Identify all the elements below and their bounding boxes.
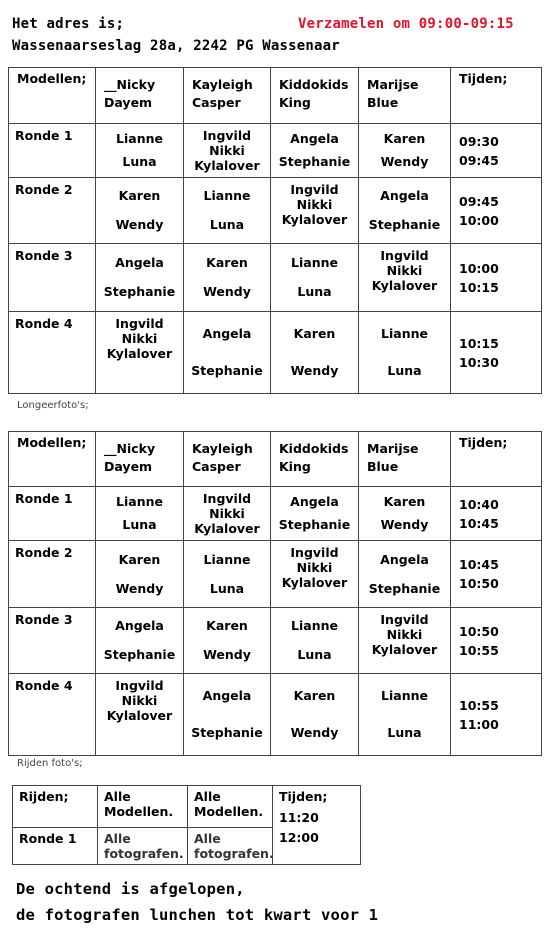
model-name: Nikki: [121, 331, 158, 346]
model-name: Angela: [290, 494, 339, 510]
row-label: Ronde 4: [15, 678, 73, 693]
ride-header-models-1: Alle Modellen.: [98, 786, 188, 828]
model-cell: [96, 178, 184, 244]
col-header: [184, 432, 271, 487]
model-name: Lianne: [203, 551, 251, 567]
model-name: Stephanie: [191, 724, 263, 740]
table-row: [9, 178, 542, 244]
time-value: 09:30: [459, 133, 499, 149]
model-cell: [96, 487, 184, 541]
ride-header-times: Tijden;: [279, 789, 328, 804]
model-cell: [359, 487, 451, 541]
model-cell: [359, 608, 451, 674]
ride-header-models-2: Alle Modellen.: [188, 786, 273, 828]
model-cell: [184, 541, 271, 608]
time-value: 10:50: [459, 623, 499, 639]
model-name: Nikki: [296, 560, 333, 575]
col-header-label: Kiddokids King: [279, 77, 349, 110]
model-cell: [271, 541, 359, 608]
table-row: [9, 541, 542, 608]
model-cell: [359, 244, 451, 312]
time-value: 10:40: [459, 496, 499, 512]
model-name: Stephanie: [368, 216, 441, 232]
model-cell: [96, 608, 184, 674]
time-value: 10:45: [459, 557, 499, 572]
model-cell: [184, 244, 271, 312]
time-value: 09:45: [459, 152, 499, 168]
model-name: Stephanie: [103, 646, 176, 662]
times-cell: [451, 674, 542, 756]
model-name: Kylalover: [194, 158, 260, 173]
model-cell: [184, 608, 271, 674]
model-name: Angela: [202, 326, 252, 342]
model-name: Stephanie: [278, 516, 351, 532]
model-name: Luna: [209, 216, 245, 232]
model-name: Angela: [380, 188, 429, 204]
col-header-label: Kiddokids King: [279, 441, 349, 474]
model-name: Ingvild: [202, 128, 252, 143]
model-name: Luna: [297, 284, 332, 300]
model-name: Luna: [122, 153, 157, 169]
gather-time: Verzamelen om 09:00-09:15: [298, 16, 514, 32]
model-name: Stephanie: [368, 580, 441, 596]
table-row: [9, 124, 542, 178]
row-label: Ronde 1: [15, 491, 73, 506]
col-header: [96, 68, 184, 124]
model-name: Wendy: [380, 153, 429, 169]
model-cell: [96, 244, 184, 312]
model-name: Nikki: [209, 143, 245, 158]
footer-line-2: de fotografen lunchen tot kwart voor 1: [16, 906, 379, 924]
times-cell: [451, 541, 542, 608]
model-name: Ingvild: [202, 491, 252, 506]
model-cell: [271, 124, 359, 178]
model-name: Luna: [297, 646, 332, 662]
model-name: Angela: [290, 131, 339, 147]
model-name: Wendy: [203, 646, 251, 662]
col-header-label: Tijden;: [459, 435, 508, 450]
model-cell: [184, 178, 271, 244]
row-label: Ronde 4: [15, 316, 73, 331]
col-header: [184, 68, 271, 124]
col-header-label: __Nicky Dayem: [104, 77, 156, 110]
model-name: Wendy: [290, 362, 339, 378]
model-cell: [271, 178, 359, 244]
model-name: Nikki: [121, 693, 158, 708]
row-label-cell: [9, 244, 96, 312]
model-name: Nikki: [386, 627, 423, 642]
row-label-cell: [9, 487, 96, 541]
model-name: Karen: [293, 688, 336, 704]
model-cell: [184, 124, 271, 178]
col-header: [359, 68, 451, 124]
model-name: Kylalover: [106, 708, 173, 723]
col-header: [451, 432, 542, 487]
model-name: Nikki: [296, 197, 333, 212]
model-name: Wendy: [380, 516, 429, 532]
model-name: Luna: [209, 580, 245, 596]
ride-header-rijden: Rijden;: [13, 786, 98, 828]
model-cell: [96, 674, 184, 756]
ride-row-label: Ronde 1: [13, 828, 98, 865]
schedule-table-longeer: [8, 67, 542, 394]
time-value: 10:45: [459, 515, 499, 531]
address-label: Het adres is;: [12, 16, 125, 32]
row-label-cell: [9, 312, 96, 394]
model-name: Lianne: [203, 188, 251, 204]
col-header: [359, 432, 451, 487]
row-label-cell: [9, 178, 96, 244]
ride-time-end: 12:00: [279, 830, 319, 845]
model-name: Luna: [387, 724, 422, 740]
time-value: 10:15: [459, 279, 499, 295]
model-cell: [184, 312, 271, 394]
model-cell: [271, 674, 359, 756]
model-name: Stephanie: [191, 362, 263, 378]
model-name: Lianne: [116, 494, 163, 510]
table-row: [9, 312, 542, 394]
model-name: Luna: [387, 362, 422, 378]
model-cell: [271, 487, 359, 541]
table-row: [9, 244, 542, 312]
row-label: Ronde 3: [15, 248, 73, 263]
model-name: Ingvild: [380, 612, 429, 627]
model-name: Kylalover: [281, 212, 348, 227]
model-name: Ingvild: [290, 545, 339, 560]
model-name: Wendy: [290, 724, 339, 740]
model-name: Kylalover: [281, 575, 348, 590]
model-cell: [96, 124, 184, 178]
time-value: 10:30: [459, 354, 499, 370]
row-label-cell: [9, 674, 96, 756]
col-header: [9, 432, 96, 487]
model-cell: [359, 178, 451, 244]
address-text: Wassenaarseslag 28a, 2242 PG Wassenaar: [12, 38, 340, 54]
row-label: Ronde 2: [15, 182, 73, 197]
model-cell: [271, 312, 359, 394]
col-header-label: Marijse Blue: [367, 77, 419, 110]
ride-cell-photographers-1: Alle fotografen.: [98, 828, 188, 865]
footer-line-1: De ochtend is afgelopen,: [16, 880, 245, 898]
model-cell: [271, 244, 359, 312]
col-header-label: Tijden;: [459, 71, 508, 86]
model-name: Karen: [118, 188, 161, 204]
model-name: Wendy: [115, 580, 164, 596]
model-cell: [359, 674, 451, 756]
model-name: Angela: [202, 688, 252, 704]
model-cell: [184, 487, 271, 541]
model-cell: [271, 608, 359, 674]
time-value: 09:45: [459, 193, 499, 209]
caption-longeer: Longeerfoto's;: [17, 400, 89, 411]
model-name: Karen: [293, 326, 336, 342]
model-cell: [184, 674, 271, 756]
model-name: Kylalover: [106, 346, 173, 361]
model-name: Wendy: [203, 284, 251, 300]
model-cell: [359, 124, 451, 178]
col-header: [271, 68, 359, 124]
row-label: Ronde 2: [15, 545, 73, 560]
ride-time-start: 11:20: [279, 810, 319, 825]
col-header-label: Modellen;: [17, 435, 87, 450]
col-header-label: Marijse Blue: [367, 441, 419, 474]
times-cell: [451, 124, 542, 178]
model-name: Angela: [115, 254, 164, 270]
times-cell: [451, 487, 542, 541]
model-name: Kylalover: [371, 278, 438, 293]
time-value: 10:55: [459, 697, 499, 713]
time-value: 10:15: [459, 335, 499, 351]
ride-times-cell: [273, 786, 361, 865]
col-header: [451, 68, 542, 124]
time-value: 10:00: [459, 212, 499, 228]
model-name: Karen: [118, 551, 161, 567]
model-cell: [359, 541, 451, 608]
model-name: Wendy: [115, 216, 164, 232]
time-value: 10:50: [459, 576, 499, 591]
col-header: [9, 68, 96, 124]
model-name: Angela: [115, 618, 164, 634]
model-name: Ingvild: [115, 678, 164, 693]
col-header-label: Kayleigh Casper: [192, 77, 253, 110]
row-label-cell: [9, 541, 96, 608]
ride-cell-photographers-2: Alle fotografen.: [188, 828, 273, 865]
model-name: Angela: [380, 551, 429, 567]
model-name: Karen: [206, 254, 248, 270]
model-cell: [96, 312, 184, 394]
model-name: Kylalover: [371, 642, 438, 657]
table-row: [9, 674, 542, 756]
time-value: 10:00: [459, 260, 499, 276]
model-name: Kylalover: [194, 521, 260, 536]
times-cell: [451, 244, 542, 312]
model-name: Lianne: [381, 688, 428, 704]
model-cell: [359, 312, 451, 394]
table-row: [9, 487, 542, 541]
model-name: Ingvild: [290, 182, 339, 197]
model-name: Nikki: [386, 263, 423, 278]
time-value: 11:00: [459, 716, 499, 732]
row-label: Ronde 3: [15, 612, 73, 627]
model-name: Ingvild: [380, 248, 429, 263]
model-name: Stephanie: [278, 153, 351, 169]
model-name: Ingvild: [115, 316, 164, 331]
model-name: Lianne: [291, 254, 338, 270]
times-cell: [451, 178, 542, 244]
col-header-label: Modellen;: [17, 71, 87, 86]
model-name: Lianne: [381, 326, 428, 342]
col-header: [96, 432, 184, 487]
ride-table: [12, 785, 361, 865]
model-name: Karen: [206, 618, 248, 634]
model-cell: [96, 541, 184, 608]
model-name: Stephanie: [103, 284, 176, 300]
model-name: Karen: [383, 131, 426, 147]
col-header: [271, 432, 359, 487]
model-name: Lianne: [291, 618, 338, 634]
col-header-label: __Nicky Dayem: [104, 441, 156, 474]
times-cell: [451, 608, 542, 674]
model-name: Lianne: [116, 131, 163, 147]
table-row: [9, 608, 542, 674]
row-label: Ronde 1: [15, 128, 73, 143]
model-name: Nikki: [209, 506, 245, 521]
caption-rijden: Rijden foto's;: [17, 758, 83, 769]
time-value: 10:55: [459, 642, 499, 658]
model-name: Karen: [383, 494, 426, 510]
schedule-table-rijden: [8, 431, 542, 756]
row-label-cell: [9, 124, 96, 178]
model-name: Luna: [122, 516, 157, 532]
row-label-cell: [9, 608, 96, 674]
col-header-label: Kayleigh Casper: [192, 441, 253, 474]
times-cell: [451, 312, 542, 394]
